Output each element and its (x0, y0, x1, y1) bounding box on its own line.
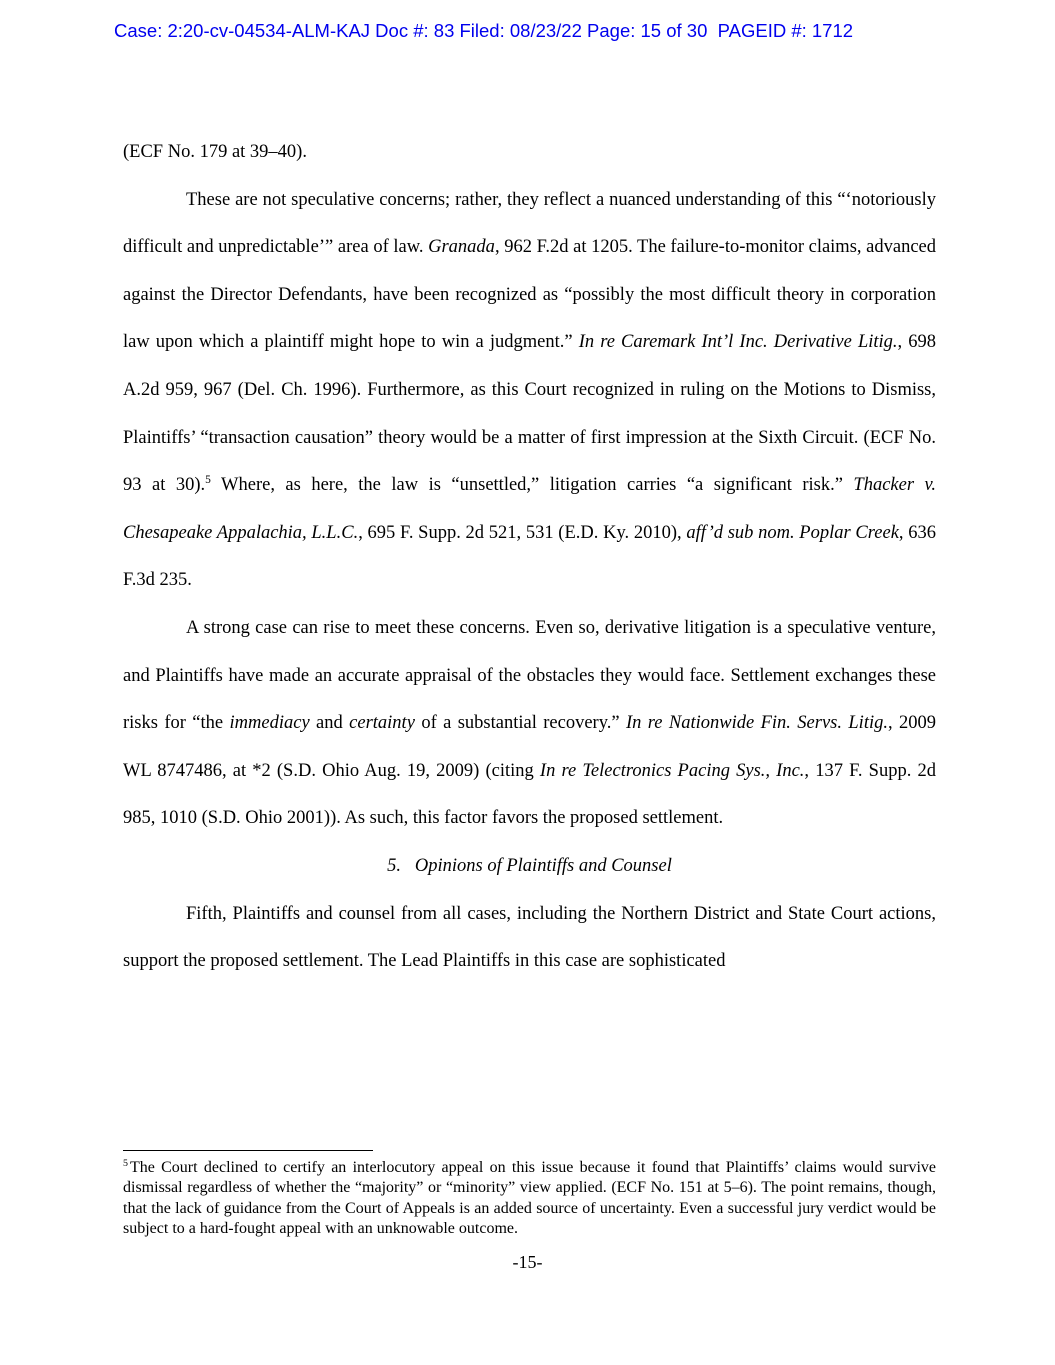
footnote-separator (123, 1150, 373, 1151)
text-segment: , 636 F.3d 235. (123, 522, 936, 591)
section-heading (123, 843, 936, 891)
text-segment: Where, as here, the law is “unsettled,” litigation carries “a significant risk.” (210, 475, 854, 496)
text-segment: In re Nationwide Fin. Servs. Litig. (625, 713, 888, 734)
text-segment: and (309, 713, 350, 734)
text-segment: aff’d sub nom. Poplar Creek (686, 522, 899, 543)
text-segment: Granada (428, 237, 495, 258)
text-segment: , 695 F. Supp. 2d 521, 531 (E.D. Ky. 2010), (358, 522, 687, 543)
body-paragraph (123, 177, 936, 605)
page-number: -15- (512, 1252, 543, 1272)
footnote-area (123, 1150, 936, 1240)
text-segment: In re Caremark Int’l Inc. Derivative Litig. (578, 332, 898, 353)
body-paragraphs (123, 129, 936, 986)
footnote-number: 5 (123, 1157, 128, 1169)
document-body (123, 129, 936, 986)
text-segment: A strong case can rise to meet these concerns. Even so, derivative litigation is a speculative venture, and Plaintiffs have made an accurate appraisal of the obstacles they would face. Settlement exchanges these risks for “the (123, 617, 936, 734)
text-segment: Thacker v. Chesapeake Appalachia, L.L.C. (123, 475, 936, 543)
text-segment: immediacy (229, 713, 310, 734)
text-segment: (ECF No. 179 at 39–40). (123, 142, 307, 162)
text-segment: , 137 F. Supp. 2d 985, 1010 (S.D. Ohio 2001)). As such, this factor favors the proposed settlement. (123, 760, 936, 829)
body-paragraph (123, 891, 936, 986)
ecf-header-stamp: Case: 2:20-cv-04534-ALM-KAJ Doc #: 83 Filed: 08/23/22 Page: 15 of 30 PAGEID #: 1712 (114, 20, 854, 41)
body-paragraph (123, 129, 936, 177)
text-segment: , 962 F.2d at 1205. The failure-to-monitor claims, advanced against the Director Defendants, have been recognized as “possibly the most difficult theory in corporation law upon which a plaintiff might hope to win a judgment.” (123, 237, 936, 353)
text-segment: certainty (349, 713, 415, 734)
text-segment: Fifth, Plaintiffs and counsel from all cases, including the Northern District and State Court actions, support the proposed settlement. The Lead Plaintiffs in this case are sophisticated (123, 903, 936, 972)
text-segment: , 698 A.2d 959, 967 (Del. Ch. 1996). Furthermore, as this Court recognized in ruling on the Motions to Dismiss, Plaintiffs’ “transaction causation” theory would be a matter of first impression at the Sixth Circuit. (ECF No. 93 at 30). (123, 332, 937, 496)
footnote-text: The Court declined to certify an interlocutory appeal on this issue because it found that Plaintiffs’ claims would survive dismissal regardless of whether the “majority” or “minority” view applied. (ECF No. 151 at 5–6). The point remains, though, that the lack of guidance from the Court of Appeals is an added source of uncertainty. Even a successful jury verdict would be subject to a hard-fought appeal with an unknowable outcome. (123, 1159, 936, 1238)
text-segment: 5. Opinions of Plaintiffs and Counsel (387, 855, 672, 876)
footnote (123, 1158, 936, 1240)
text-segment: , 2009 WL 8747486, at *2 (S.D. Ohio Aug. 19, 2009) (citing (123, 713, 937, 781)
body-paragraph (123, 605, 936, 843)
footnote-reference: 5 (205, 474, 211, 486)
text-segment: These are not speculative concerns; rather, they reflect a nuanced understanding of this “‘notoriously difficult and unpredictable’” area of law. (123, 189, 936, 258)
text-segment: of a substantial recovery.” (414, 713, 626, 734)
text-segment: In re Telectronics Pacing Sys., Inc. (539, 760, 805, 781)
